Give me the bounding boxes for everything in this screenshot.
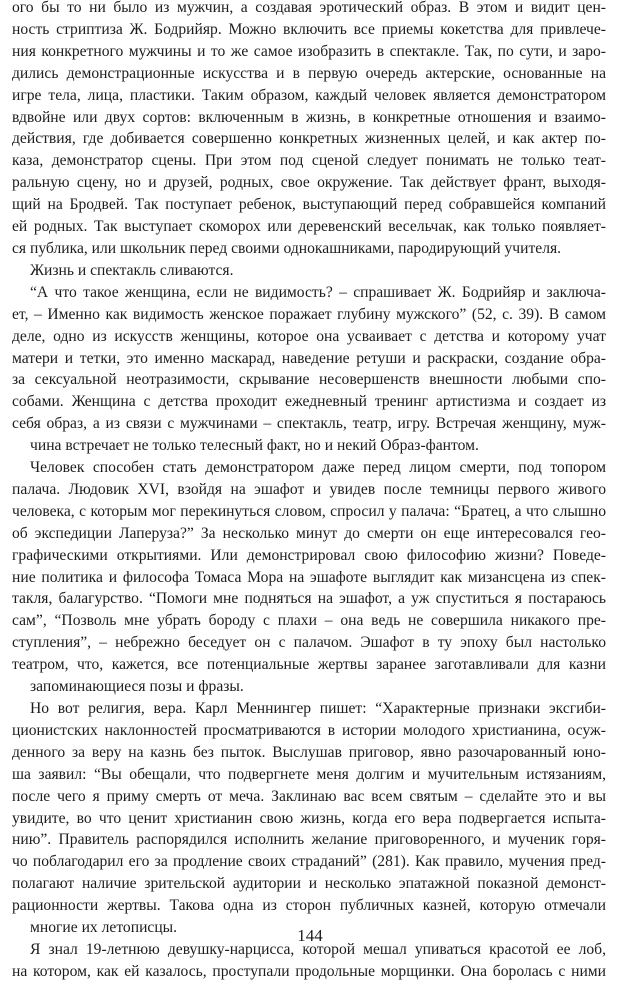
text-line: себя образ, а из связи с мужчинами – спектакль, театр, игру. Встречая женщину, муж- xyxy=(12,415,606,433)
text-line: матери и тетки, это именно маскарад, наведение ретуши и раскраски, создание обра- xyxy=(12,349,606,367)
text-line: ей родных. Так выступает скоморох или деревенский весельчак, как только появляет- xyxy=(12,218,606,236)
paragraph xyxy=(12,698,606,939)
paragraph xyxy=(12,282,606,457)
text-line: деле, одно из искусств женщины, которое она усваивает с детства и которому учат xyxy=(12,327,606,345)
text-line: полагают наличие зрительской аудитории и несколько эпатажной показной демонст- xyxy=(12,875,606,893)
text-line: графическими открытиями. Или демонстрировал свою философию жизни? Поведе- xyxy=(12,546,606,564)
text-line: рационности жертвы. Такова одна из сторон публичных казней, которую отмечали xyxy=(12,897,606,915)
text-line: Жизнь и спектакль сливаются. xyxy=(30,261,234,279)
text-line: действия, где добивается совершенно конкретных жизненных целей, и как актер по- xyxy=(12,130,606,148)
text-line: ступления”, – небрежно беседует он с палачом. Эшафот в ту эпоху был настолько xyxy=(12,634,606,652)
page-number: 144 xyxy=(297,926,323,945)
text-line: ральную сцену, но и друзей, родных, свое окружение. Так действует франт, выходя- xyxy=(12,174,606,192)
text-line: палача. Людовик XVI, взойдя на эшафот и увидев после темницы первого живого xyxy=(12,480,606,498)
text-line: щий на Бродвей. Так поступает ребенок, выступающий перед собравшейся компаний xyxy=(12,196,606,214)
text-line: ние политика и философа Томаса Мора на эшафоте выглядит как мизансцена из спек- xyxy=(12,568,606,586)
text-line: “А что такое женщина, если не видимость? – спрашивает Ж. Бодрийяр и заключа- xyxy=(30,283,606,301)
text-line: ность стриптиза Ж. Бодрийяр. Можно включить все приемы кокетства для привлече- xyxy=(12,20,606,38)
text-line: запоминающиеся позы и фразы. xyxy=(30,678,244,696)
text-line: Я знал 19-летнюю девушку-нарцисса, которой мешал упиваться красотой ее лоб, xyxy=(30,940,606,958)
text-line: дились демонстрационные искусства и в первую очередь актерские, основанные на xyxy=(12,64,606,82)
paragraph xyxy=(12,260,606,282)
text-line: чина встречает не только телесный факт, но и некий Образ-фантом. xyxy=(30,437,479,455)
text-line: собами. Женщина с детства проходит ежедневный тренинг артистизма и создает из xyxy=(12,393,606,411)
text-line: каза, демонстратор сцены. При этом под сценой следует понимать не только теат- xyxy=(12,152,606,170)
text-line: театром, что, кажется, все потенциальные жертвы заранее заготавливали для казни xyxy=(12,656,606,674)
text-line: нию”. Правитель распорядился исполнить желание приговоренного, и мученик горя- xyxy=(12,831,606,849)
text-line: сам”, “Позволь мне убрать бороду с плахи – она ведь не совершила никакого пре- xyxy=(12,612,606,630)
text-line: многие их летописцы. xyxy=(30,919,178,937)
text-line: об экспедиции Лаперуза?” За несколько минут до смерти он еще интересовался гео- xyxy=(12,524,606,542)
text-line: ого бы то ни было из мужчин, а создавая эротический образ. В этом и видит цен- xyxy=(12,0,606,16)
text-line: ет, – Именно как видимость женское поражает глубину мужского” (52, с. 39). В самом xyxy=(12,305,606,323)
text-line: увидите, во что ценит христианин свою жизнь, когда его вера подвергается испыта- xyxy=(12,809,606,827)
text-line: человека, с которым мог перекинуться словом, спросил у палача: “Братец, а что слышно xyxy=(12,502,606,520)
text-line: Человек способен стать демонстратором даже перед лицом смерти, под топором xyxy=(30,459,606,477)
text-line: денного за веру на казнь без пыток. Выслушав приговор, явно разочарованный юно- xyxy=(12,743,606,761)
text-line: на котором, как ей казалось, проступали продольные морщинки. Она боролась с ними xyxy=(12,962,606,980)
text-line: чо поблагодарил его за продление своих страданий” (281). Как правило, мучения пред- xyxy=(12,853,606,871)
text-line: ционистских наклонностей просматриваются в истории молодого христианина, осуж- xyxy=(12,721,606,739)
paragraph xyxy=(12,457,606,698)
text-line: Но вот религия, вера. Карл Меннингер пишет: “Характерные признаки эксгиби- xyxy=(30,700,606,717)
text-line: ша заявил: “Вы обещали, что подвергнете меня долгим и мучительным истязаниям, xyxy=(12,765,606,783)
text-line: за сексуальной неотразимости, скрывание несовершенств внешности любыми спо- xyxy=(12,371,606,389)
text-line: игре тела, лица, пластики. Таким образом, каждый человек является демонстратором xyxy=(12,86,606,104)
text-line: ния конкретного мужчины и то же самое изобразить в спектакле. Так, по сути, и заро- xyxy=(12,42,606,60)
page-text-body xyxy=(12,0,606,983)
paragraph xyxy=(12,0,606,260)
text-line: ся публика, или школьник перед своими однокашниками, пародирующий учителя. xyxy=(12,239,562,257)
text-line: после чего я приму смерть от меча. Заклинаю вас всем святым – сделайте это и вы xyxy=(12,787,606,805)
text-line: вдвойне или двух сортов: включенным в жизнь, в конкретные отношения и взаимо- xyxy=(12,108,606,126)
text-line: такля, балагурство. “Помоги мне подняться на эшафот, а уж спуститься я постараюсь xyxy=(12,590,606,608)
